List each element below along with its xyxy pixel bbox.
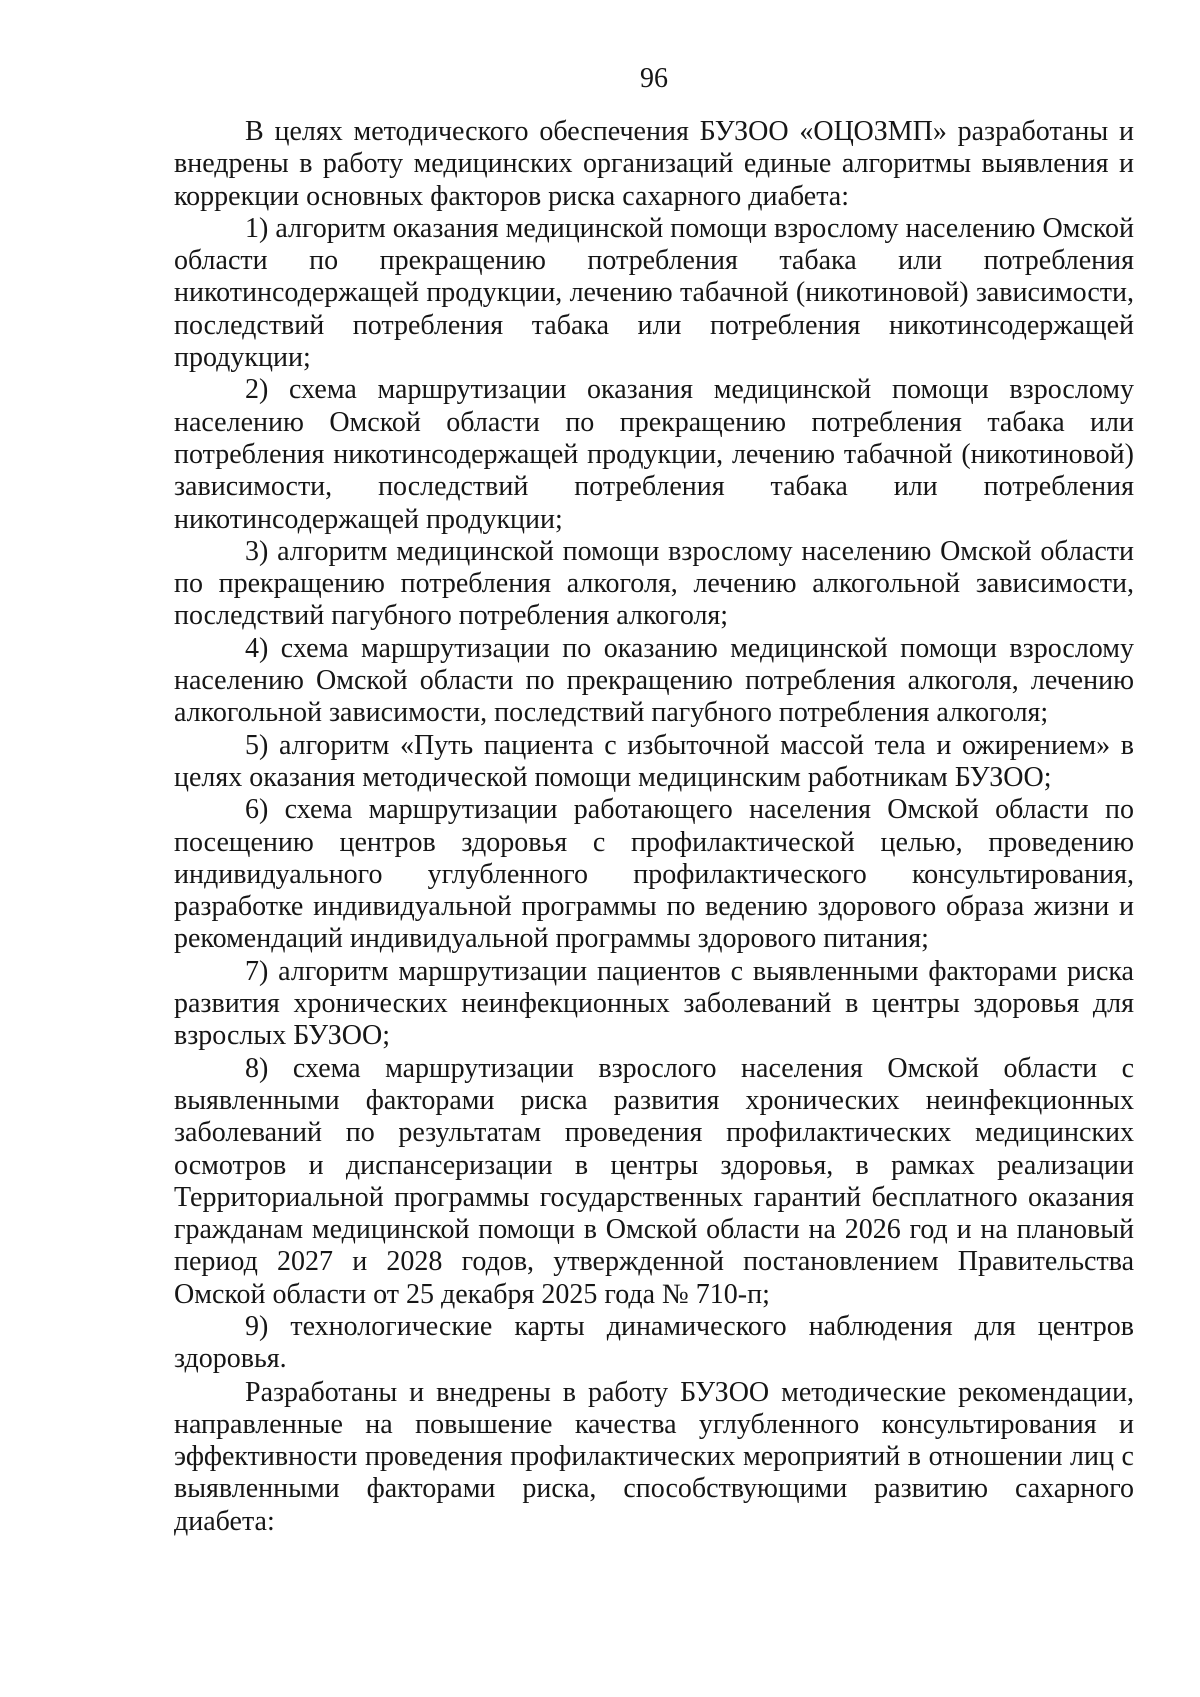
list-item: 8) схема маршрутизации взрослого населения Омской области с выявленными факторами риска развития хронических неинфекционных заболеваний по результатам проведения профилактических медицинских осмотров и диспансеризации в центры здоровья, в рамках реализации Территориальной программы государственных гарантий бесплатного оказания гражданам медицинской помощи в Омской области на 2026 год и на плановый период 2027 и 2028 годов, утвержденной постановлением Правительства Омской области от 25 декабря 2025 года № 710-п;	[174, 1052, 1134, 1310]
algorithm-list	[174, 213, 1134, 1376]
intro-paragraph: В целях методического обеспечения БУЗОО «ОЦОЗМП» разработаны и внедрены в работу медицинских организаций единые алгоритмы выявления и коррекции основных факторов риска сахарного диабета:	[174, 116, 1134, 212]
list-item: 4) схема маршрутизации по оказанию медицинской помощи взрослому населению Омской области по прекращению потребления алкоголя, лечению алкогольной зависимости, последствий пагубного потребления алкоголя;	[174, 632, 1134, 729]
closing-paragraph: Разработаны и внедрены в работу БУЗОО методические рекомендации, направленные на повышение качества углубленного консультирования и эффективности проведения профилактических мероприятий в отношении лиц с выявленными факторами риска, способствующими развитию сахарного диабета:	[174, 1376, 1134, 1537]
list-item: 6) схема маршрутизации работающего населения Омской области по посещению центров здоровья с профилактической целью, проведению индивидуального углубленного профилактического консультирования, разработке индивидуальной программы по ведению здорового образа жизни и рекомендаций индивидуальной программы здорового питания;	[174, 794, 1134, 955]
document-page	[174, 58, 1134, 1538]
list-item: 3) алгоритм медицинской помощи взрослому населению Омской области по прекращению потребления алкоголя, лечению алкогольной зависимости, последствий пагубного потребления алкоголя;	[174, 535, 1134, 632]
list-item: 9) технологические карты динамического наблюдения для центров здоровья.	[174, 1310, 1134, 1375]
list-item: 2) схема маршрутизации оказания медицинской помощи взрослому населению Омской области по прекращению потребления табака или потребления никотинсодержащей продукции, лечению табачной (никотиновой) зависимости, последствий потребления табака или потребления никотинсодержащей продукции;	[174, 374, 1134, 535]
page-number: 96	[640, 63, 668, 94]
list-item: 7) алгоритм маршрутизации пациентов с выявленными факторами риска развития хронических неинфекционных заболеваний в центры здоровья для взрослых БУЗОО;	[174, 955, 1134, 1052]
list-item: 1) алгоритм оказания медицинской помощи взрослому населению Омской области по прекращению потребления табака или потребления никотинсодержащей продукции, лечению табачной (никотиновой) зависимости, последствий потребления табака или потребления никотинсодержащей продукции;	[174, 212, 1134, 374]
list-item: 5) алгоритм «Путь пациента с избыточной массой тела и ожирением» в целях оказания методической помощи медицинским работникам БУЗОО;	[174, 729, 1134, 793]
